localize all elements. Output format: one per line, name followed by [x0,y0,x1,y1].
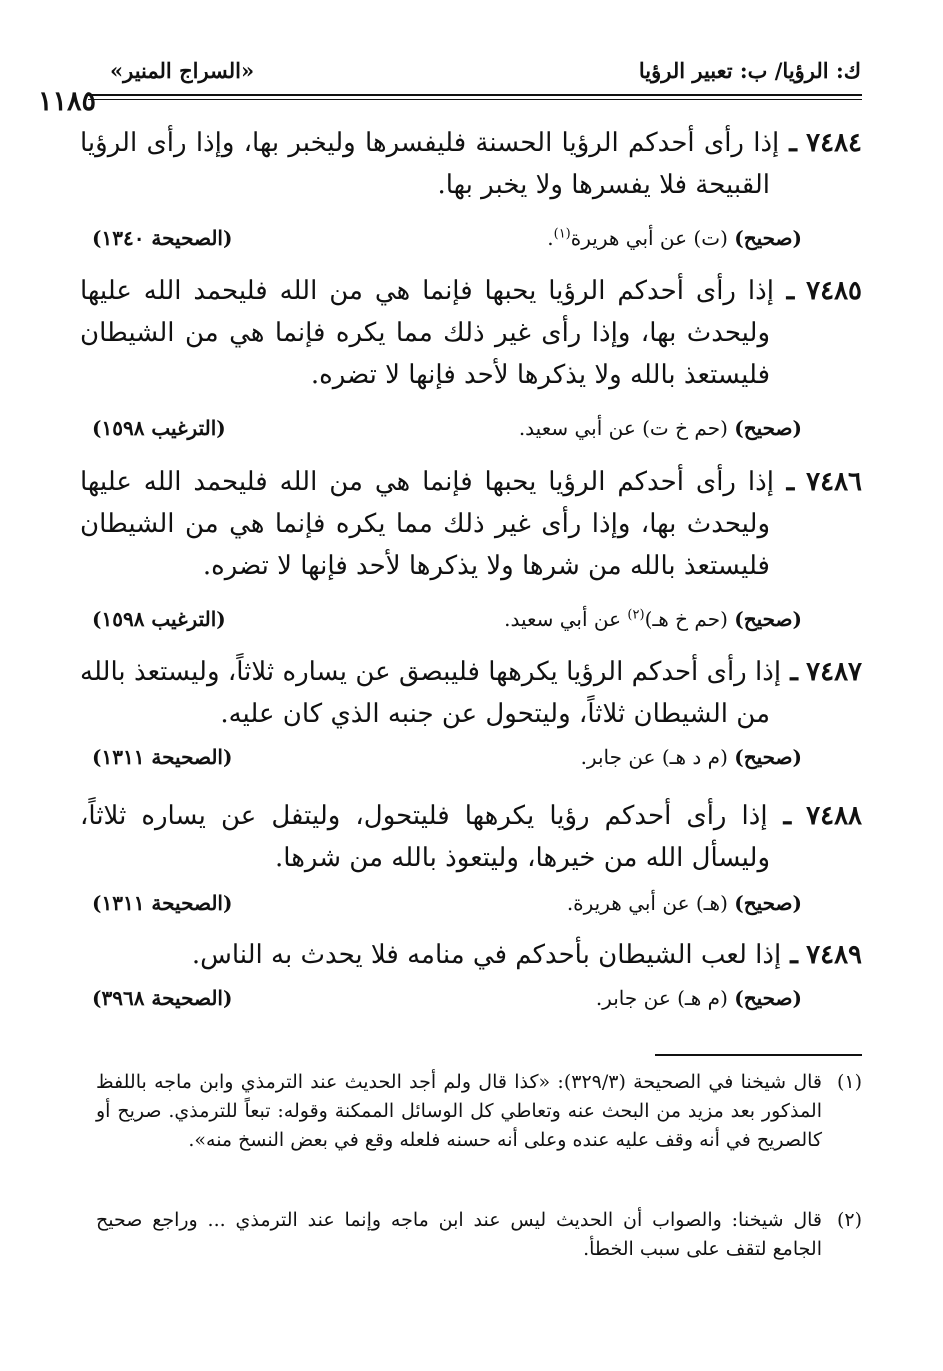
hadith-dash: ـ [779,128,797,158]
hadith-entry [80,461,862,641]
footnote-text: قال شيخنا في الصحيحة (٣٢٩/٣): «كذا قال ولم أجد الحديث عند الترمذي وابن ماجه باللفظ المذكور بعد مزيد من البحث عنه وتعاطي كل الوسائل الممكنة وقوله: تبعاً للترمذي. صريح أو كالصريح في أنه وقف عليه عنده وعلى أنه حسنه فلعله وقع في بعض النسخ منه». [96,1071,822,1151]
grade-info [567,891,802,915]
grade-info [504,607,802,631]
source-tail: . [547,226,554,250]
hadith-number: ٧٤٨٨ [806,801,863,831]
footnote-marker: (١) [553,226,571,242]
reference: (الصحيحة ١٣١١) [92,891,233,915]
source-attribution: (حم خ هـ) [644,607,728,631]
hadith-number: ٧٤٨٦ [806,467,862,497]
grade-info [596,986,802,1010]
source-attribution: (هـ) عن أبي هريرة. [566,891,728,915]
reference: (الصحيحة ١٣٤٠) [92,226,233,250]
grade-line [80,410,862,450]
grade-info [519,416,802,440]
header-rule-thin [88,99,862,100]
page-number: ١١٨٥ [38,86,97,117]
grade-info [547,226,802,250]
hadith-text: إذا رأى أحدكم الرؤيا يكرهها فليبصق عن يساره ثلاثاً، وليستعذ بالله من الشيطان ثلاثاً، وليتحول عن جنبه الذي كان عليه. [80,657,782,729]
book-title-header: «السراج المنير» [110,58,255,83]
hadith-dash: ـ [773,467,795,497]
hadith-number: ٧٤٨٤ [806,128,863,158]
footnote [96,1068,862,1155]
hadith-dash: ـ [781,940,798,970]
grade-info [581,745,802,769]
source-attribution: (حم خ ت) عن أبي سعيد. [518,416,728,440]
hadith-number: ٧٤٨٥ [806,276,862,306]
hadith-text-block [80,461,862,587]
chapter-header: ك: الرؤيا/ ب: تعبير الرؤيا [638,58,861,83]
grade-line [80,220,862,260]
footnote-text: قال شيخنا: والصواب أن الحديث ليس عند ابن ماجه وإنما عند الترمذي ... وراجع صحيح الجامع لتقف على سبب الخطأ. [96,1209,822,1260]
hadith-text-block [80,795,862,879]
hadith-number: ٧٤٨٩ [806,940,862,970]
grade-label: (صحيح) [734,745,802,769]
hadith-text: إذا رأى أحدكم رؤيا يكرهها فليتحول، وليتفل عن يساره ثلاثاً، وليسأل الله من خيرها، وليتعوذ بالله من شرها. [80,801,770,873]
hadith-text: إذا رأى أحدكم الرؤيا يحبها فإنما هي من الله فليحمد الله عليها وليحدث بها، وإذا رأى غير ذلك مما يكره فإنما هي من الشيطان فليستعذ بالله من شرها ولا يذكرها لأحد فإنها لا تضره. [80,467,774,581]
footnote [96,1206,862,1264]
hadith-text: إذا رأى أحدكم الرؤيا يحبها فإنما هي من الله فليحمد الله عليها وليحدث بها، وإذا رأى غير ذلك مما يكره فإنما هي من الشيطان فليستعذ بالله ولا يذكرها لأحد فإنها لا تضره. [80,276,774,390]
hadith-entry [80,270,862,450]
grade-label: (صحيح) [734,607,802,631]
hadith-dash: ـ [773,276,795,306]
grade-line [80,885,862,925]
footnote-number: (٢) [836,1209,862,1231]
hadith-entry [80,122,862,260]
hadith-entry [80,795,862,925]
hadith-text: إذا لعب الشيطان بأحدكم في منامه فلا يحدث به الناس. [191,940,782,970]
source-tail: عن أبي سعيد. [504,607,628,631]
reference: (الترغيب ١٥٩٨) [92,416,226,440]
hadith-text-block [80,122,862,206]
hadith-number: ٧٤٨٧ [806,657,862,687]
hadith-text-block [80,270,862,396]
hadith-dash: ـ [767,801,792,831]
hadith-text-block [80,934,862,976]
reference: (الصحيحة ٣٩٦٨) [92,986,233,1010]
grade-label: (صحيح) [734,416,802,440]
hadith-entry [80,651,862,779]
footnote-marker: (٢) [627,607,645,623]
reference: (الصحيحة ١٣١١) [92,745,233,769]
hadith-text: إذا رأى أحدكم الرؤيا الحسنة فليفسرها وليخبر بها، وإذا رأى الرؤيا القبيحة فلا يفسرها ولا يخبر بها. [80,128,780,200]
grade-line [80,739,862,779]
source-attribution: (ت) عن أبي هريرة [570,226,728,250]
source-attribution: (م د هـ) عن جابر. [580,745,728,769]
footnote-rule [655,1054,862,1056]
hadith-entry [80,934,862,1020]
grade-line [80,601,862,641]
grade-label: (صحيح) [734,891,802,915]
hadith-text-block [80,651,862,735]
grade-line [80,980,862,1020]
header-rule [88,94,862,96]
hadith-dash: ـ [781,657,798,687]
grade-label: (صحيح) [734,226,802,250]
source-attribution: (م هـ) عن جابر. [595,986,728,1010]
footnote-number: (١) [836,1071,862,1093]
reference: (الترغيب ١٥٩٨) [92,607,226,631]
grade-label: (صحيح) [734,986,802,1010]
